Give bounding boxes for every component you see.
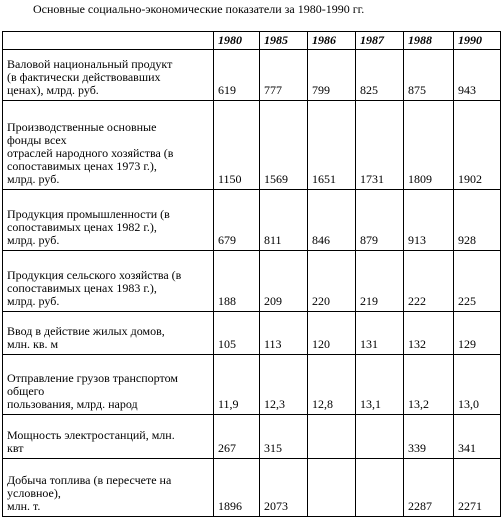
value-cell: 219: [356, 251, 404, 312]
value-cell: 619: [214, 50, 260, 101]
row-label-line: Отправление грузов транспортом: [7, 371, 178, 385]
table-row: [3, 415, 501, 459]
row-label-line: сопоставимых ценах 1983 г.),: [7, 281, 157, 295]
table-row: [3, 251, 501, 312]
value-cell: 811: [260, 190, 308, 251]
value-cell: 105: [214, 312, 260, 355]
value-cell: 1569: [260, 101, 308, 190]
value-cell: 1150: [214, 101, 260, 190]
value-cell: 1731: [356, 101, 404, 190]
row-label-line: условное),: [7, 486, 61, 500]
table-row: [3, 459, 501, 517]
table-row: [3, 355, 501, 415]
row-label: [3, 312, 214, 355]
row-label-line: (в фактически действовавших: [7, 70, 161, 84]
header-cell-year: 1980: [214, 32, 260, 50]
row-label-line: квт: [7, 441, 24, 455]
row-label-line: Добыча топлива (в пересчете на: [7, 473, 172, 487]
row-label-line: млрд. руб.: [7, 172, 60, 186]
value-cell: 315: [260, 415, 308, 459]
value-cell: 267: [214, 415, 260, 459]
row-label: [3, 415, 214, 459]
value-cell: 339: [404, 415, 454, 459]
row-label-line: Мощность электростанций, млн.: [7, 428, 175, 442]
value-cell: 225: [454, 251, 501, 312]
row-label-line: сопоставимых ценах 1973 г.),: [7, 159, 157, 173]
value-cell: 2073: [260, 459, 308, 517]
table-caption: Основные социально-экономические показатели за 1980-1990 гг.: [33, 2, 365, 16]
header-cell-indicator: [3, 32, 214, 50]
row-label-line: млн. т.: [7, 499, 41, 513]
row-label-line: Продукция сельского хозяйства (в: [7, 268, 182, 282]
header-cell-year: 1990: [454, 32, 501, 50]
row-label-line: млрд. руб.: [7, 294, 60, 308]
value-cell: 2287: [404, 459, 454, 517]
value-cell: 120: [308, 312, 356, 355]
value-cell: 799: [308, 50, 356, 101]
value-cell: 1902: [454, 101, 501, 190]
value-cell: 11,9: [214, 355, 260, 415]
value-cell: [356, 415, 404, 459]
row-label-line: Ввод в действие жилых домов,: [7, 324, 165, 338]
table-row: [3, 190, 501, 251]
value-cell: [356, 459, 404, 517]
row-label-line: Валовой национальный продукт: [7, 57, 173, 71]
value-cell: 188: [214, 251, 260, 312]
header-cell-year: 1987: [356, 32, 404, 50]
value-cell: 1651: [308, 101, 356, 190]
header-cell-year: 1986: [308, 32, 356, 50]
value-cell: 13,2: [404, 355, 454, 415]
value-cell: 679: [214, 190, 260, 251]
table-row: [3, 50, 501, 101]
value-cell: 131: [356, 312, 404, 355]
row-label: [3, 101, 214, 190]
row-label: [3, 459, 214, 517]
value-cell: 12,8: [308, 355, 356, 415]
row-label-line: сопоставимых ценах 1982 г.),: [7, 220, 157, 234]
value-cell: 129: [454, 312, 501, 355]
table-header-row: [3, 32, 501, 50]
value-cell: 913: [404, 190, 454, 251]
row-label: [3, 50, 214, 101]
value-cell: 341: [454, 415, 501, 459]
row-label-line: Производственные основные: [7, 120, 157, 134]
table-row: [3, 101, 501, 190]
row-label-line: ценах), млрд. руб.: [7, 83, 99, 97]
row-label-line: пользования, млрд. народ: [7, 397, 138, 411]
value-cell: 13,0: [454, 355, 501, 415]
value-cell: [308, 415, 356, 459]
table-row: [3, 312, 501, 355]
value-cell: 825: [356, 50, 404, 101]
value-cell: 943: [454, 50, 501, 101]
row-label: [3, 251, 214, 312]
row-label-line: Продукция промышленности (в: [7, 207, 170, 221]
value-cell: 928: [454, 190, 501, 251]
value-cell: 222: [404, 251, 454, 312]
value-cell: [308, 459, 356, 517]
header-cell-year: 1985: [260, 32, 308, 50]
row-label: [3, 355, 214, 415]
value-cell: 12,3: [260, 355, 308, 415]
value-cell: 2271: [454, 459, 501, 517]
value-cell: 13,1: [356, 355, 404, 415]
row-label: [3, 190, 214, 251]
value-cell: 113: [260, 312, 308, 355]
value-cell: 846: [308, 190, 356, 251]
row-label-line: млрд. руб.: [7, 233, 60, 247]
value-cell: 209: [260, 251, 308, 312]
value-cell: 1896: [214, 459, 260, 517]
row-label-line: отраслей народного хозяйства (в: [7, 146, 174, 160]
value-cell: 777: [260, 50, 308, 101]
value-cell: 875: [404, 50, 454, 101]
row-label-line: млн. кв. м: [7, 337, 59, 351]
value-cell: 1809: [404, 101, 454, 190]
value-cell: 220: [308, 251, 356, 312]
row-label-line: фонды всех: [7, 133, 67, 147]
indicators-table: [2, 31, 501, 517]
header-cell-year: 1988: [404, 32, 454, 50]
value-cell: 132: [404, 312, 454, 355]
row-label-line: общего: [7, 384, 45, 398]
value-cell: 879: [356, 190, 404, 251]
